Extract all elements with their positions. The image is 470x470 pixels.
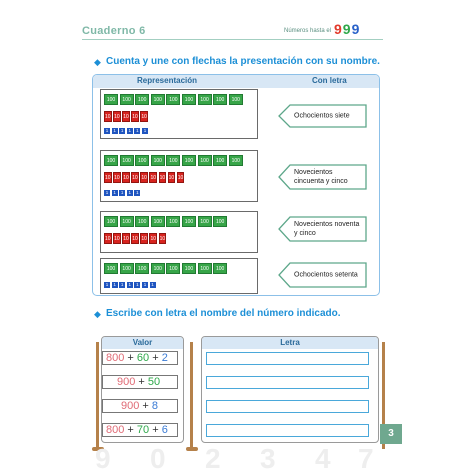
value-operator: + <box>142 400 149 412</box>
column-header-letra: Letra <box>280 338 300 347</box>
hundred-block: 100 <box>213 216 227 227</box>
value-tens: 70 <box>136 424 150 436</box>
logo-digit: 9 <box>342 21 352 37</box>
value-hundreds: 900 <box>121 400 140 412</box>
hundred-block-row <box>104 216 227 227</box>
ten-block: 10 <box>140 233 148 244</box>
column-header-representation: Representación <box>137 76 198 85</box>
one-block: 1 <box>143 282 147 287</box>
one-block: 1 <box>113 190 116 195</box>
one-block: 1 <box>105 282 109 287</box>
one-block: 1 <box>120 128 124 133</box>
value-operator: + <box>152 424 159 436</box>
page-header <box>0 0 470 44</box>
ten-block: 10 <box>113 111 121 122</box>
ten-block: 10 <box>104 111 112 122</box>
ten-block: 10 <box>149 233 157 244</box>
one-block-row <box>104 190 140 196</box>
ten-block: 10 <box>159 233 167 244</box>
board-stand-left <box>96 342 99 449</box>
hundred-block: 100 <box>166 94 180 105</box>
value-tens: 50 <box>147 376 161 388</box>
one-block: 1 <box>136 282 139 287</box>
name-tag[interactable] <box>278 164 368 190</box>
hundred-block: 100 <box>229 155 243 166</box>
ten-block: 10 <box>131 233 139 244</box>
ten-block: 10 <box>113 233 121 244</box>
one-block: 1 <box>120 282 124 287</box>
representation-box[interactable] <box>100 89 258 139</box>
one-block: 1 <box>105 190 109 195</box>
hundred-block: 100 <box>213 263 227 274</box>
value-ones: 2 <box>161 352 168 364</box>
decorative-digit: 2 <box>205 443 221 470</box>
value-operator: + <box>127 424 134 436</box>
hundred-block: 100 <box>135 94 149 105</box>
hundred-block: 100 <box>182 216 196 227</box>
decorative-digit: 0 <box>150 443 166 470</box>
logo-999 <box>334 21 360 37</box>
value-hundreds: 800 <box>106 424 125 436</box>
hundred-block: 100 <box>104 216 118 227</box>
one-block-row <box>104 282 156 288</box>
hundred-block: 100 <box>120 94 134 105</box>
logo-digit: 9 <box>334 21 343 37</box>
value-hundreds: 900 <box>117 376 136 388</box>
hundred-block: 100 <box>182 94 196 105</box>
one-block: 1 <box>105 128 109 133</box>
hundred-block: 100 <box>151 263 165 274</box>
ten-block: 10 <box>177 172 185 183</box>
name-tag-text: Novecientos noventa y cinco <box>294 221 360 237</box>
matching-panel-header <box>93 75 379 88</box>
hundred-block: 100 <box>213 94 227 105</box>
hundred-block: 100 <box>120 263 134 274</box>
notebook-title: Cuaderno 6 <box>82 25 146 37</box>
one-block: 1 <box>128 282 132 287</box>
header-subtitle: Números hasta el <box>284 28 332 34</box>
hundred-block-row <box>104 155 243 166</box>
ten-block-row <box>104 172 184 183</box>
name-tag-text: Ochocientos siete <box>294 112 350 120</box>
value-operator: + <box>138 376 145 388</box>
hundred-block: 100 <box>229 94 243 105</box>
value-operator: + <box>127 352 134 364</box>
header-rule <box>82 39 383 40</box>
ten-block: 10 <box>168 172 176 183</box>
answer-line[interactable] <box>206 400 369 413</box>
column-header-value: Valor <box>132 338 153 347</box>
one-block: 1 <box>136 190 139 195</box>
hundred-block: 100 <box>151 155 165 166</box>
name-tag[interactable] <box>278 104 368 128</box>
ten-block: 10 <box>159 172 167 183</box>
instruction-2: Escribe con letra el nombre del número indicado. <box>106 308 341 319</box>
name-tag-text: Ochocientos setenta <box>294 271 358 279</box>
value-ones: 6 <box>161 424 168 436</box>
ten-block: 10 <box>131 172 139 183</box>
hundred-block: 100 <box>213 155 227 166</box>
hundred-block: 100 <box>135 155 149 166</box>
ten-block-row <box>104 111 148 122</box>
hundred-block: 100 <box>182 263 196 274</box>
ten-block: 10 <box>104 172 112 183</box>
one-block: 1 <box>143 128 147 133</box>
decorative-digit: 4 <box>315 443 331 470</box>
logo-digit: 9 <box>351 21 361 37</box>
name-tag-text: Novecientos cincuenta y cinco <box>294 169 348 185</box>
hundred-block-row <box>104 263 227 274</box>
ten-block: 10 <box>140 111 148 122</box>
value-panel-header <box>102 337 183 349</box>
value-expression <box>102 375 178 389</box>
ten-block-row <box>104 233 166 244</box>
one-block: 1 <box>113 282 116 287</box>
hundred-block: 100 <box>182 155 196 166</box>
hundred-block-row <box>104 94 243 105</box>
ten-block: 10 <box>104 233 112 244</box>
instruction-1: Cuenta y une con flechas la presentación con su nombre. <box>106 56 380 67</box>
representation-box[interactable] <box>100 258 258 294</box>
hundred-block: 100 <box>198 155 212 166</box>
value-expression <box>102 423 178 437</box>
decorative-digit: 3 <box>260 443 276 470</box>
one-block-row <box>104 128 148 134</box>
one-block: 1 <box>151 282 154 287</box>
board-foot <box>186 447 198 451</box>
hundred-block: 100 <box>135 216 149 227</box>
hundred-block: 100 <box>104 263 118 274</box>
name-tag[interactable] <box>278 216 368 242</box>
ten-block: 10 <box>122 111 130 122</box>
answer-line[interactable] <box>206 424 369 437</box>
hundred-block: 100 <box>120 155 134 166</box>
hundred-block: 100 <box>166 155 180 166</box>
hundred-block: 100 <box>104 155 118 166</box>
hundred-block: 100 <box>120 216 134 227</box>
hundred-block: 100 <box>166 216 180 227</box>
column-header-letter: Con letra <box>312 76 347 85</box>
one-block: 1 <box>128 190 132 195</box>
ten-block: 10 <box>149 172 157 183</box>
value-ones: 8 <box>151 400 159 412</box>
ten-block: 10 <box>122 233 130 244</box>
answer-line[interactable] <box>206 352 369 365</box>
value-expression <box>102 351 178 365</box>
hundred-block: 100 <box>198 216 212 227</box>
ten-block: 10 <box>140 172 148 183</box>
answer-line[interactable] <box>206 376 369 389</box>
name-tag[interactable] <box>278 262 368 288</box>
representation-box[interactable] <box>100 211 258 253</box>
hundred-block: 100 <box>166 263 180 274</box>
hundred-block: 100 <box>104 94 118 105</box>
value-tens: 60 <box>136 352 150 364</box>
pencil-icon: ◆ <box>94 57 101 67</box>
ten-block: 10 <box>131 111 139 122</box>
ten-block: 10 <box>122 172 130 183</box>
decorative-digit: 7 <box>358 443 374 470</box>
hundred-block: 100 <box>151 94 165 105</box>
hundred-block: 100 <box>135 263 149 274</box>
ten-block: 10 <box>113 172 121 183</box>
value-operator: + <box>152 352 159 364</box>
hundred-block: 100 <box>198 94 212 105</box>
hundred-block: 100 <box>151 216 165 227</box>
one-block: 1 <box>128 128 132 133</box>
board-stand-middle <box>190 342 193 449</box>
one-block: 1 <box>136 128 139 133</box>
one-block: 1 <box>113 128 116 133</box>
pencil-icon: ◆ <box>94 309 101 319</box>
representation-box[interactable] <box>100 150 258 202</box>
value-expression <box>102 399 178 413</box>
decorative-digit: 9 <box>95 443 111 470</box>
letter-panel-header <box>202 337 378 349</box>
hundred-block: 100 <box>198 263 212 274</box>
value-hundreds: 800 <box>106 352 125 364</box>
page-number: 3 <box>380 424 402 444</box>
one-block: 1 <box>120 190 124 195</box>
